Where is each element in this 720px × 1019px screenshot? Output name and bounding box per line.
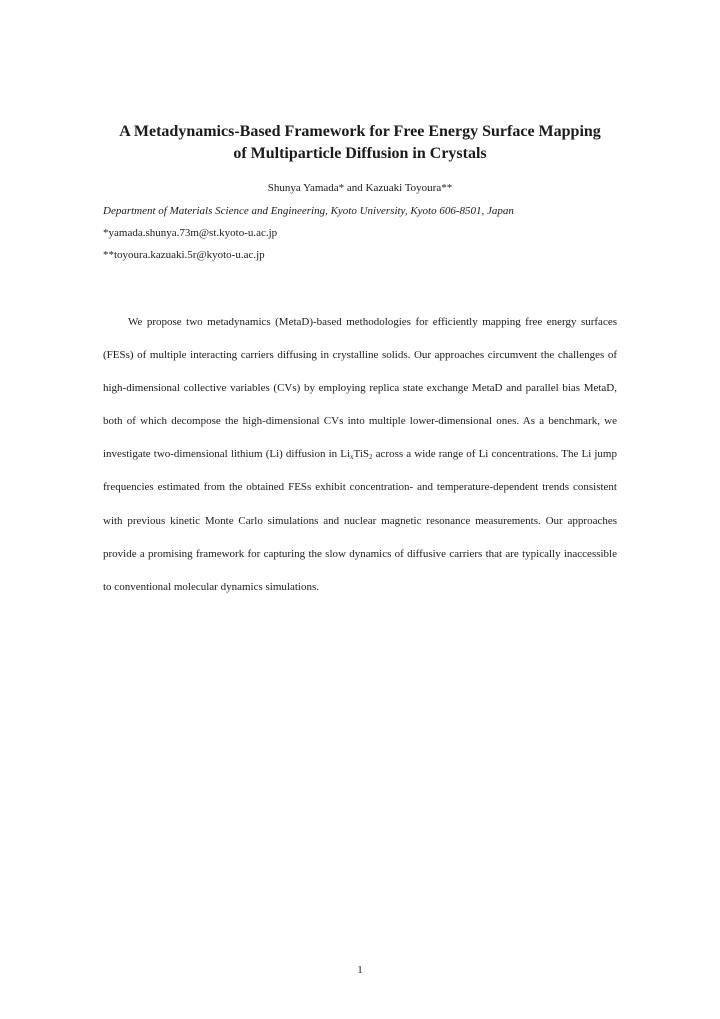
author-list: Shunya Yamada* and Kazuaki Toyoura**: [267, 182, 453, 194]
abstract-text-part-2: TiS: [353, 448, 370, 461]
abstract-subscript-2: 2: [369, 453, 373, 462]
paper-title: [90, 121, 630, 165]
abstract-text-part-1: We propose two metadynamics (MetaD)-based methodologies for efficiently mapping free energy surfaces (FESs) of multiple interacting carriers diffusing in crystalline solids. Our approaches circumvent the challenges of high-dimensional collective variables (CVs) by employing replica state exchange MetaD and parallel bias MetaD, both of which decompose the high-dimensional CVs into multiple lower-dimensional ones. As a benchmark, we investigate two-dimensional lithium (Li) diffusion in Li: [103, 316, 617, 461]
abstract-paragraph: [103, 306, 617, 604]
page-number: 1: [357, 964, 363, 976]
abstract-text-part-3: across a wide range of Li concentrations. The Li jump frequencies estimated from the obtained FESs exhibit concentration- and temperature-dependent trends consistent with previous kinetic Monte Carlo simulations and nuclear magnetic resonance measurements. Our approaches provide a promising framework for capturing the slow dynamics of diffusive carriers that are typically inaccessible to conventional molecular dynamics simulations.: [103, 448, 617, 593]
paper-title-line-1: A Metadynamics-Based Framework for Free Energy Surface Mapping: [119, 123, 601, 140]
paper-title-line-2: of Multiparticle Diffusion in Crystals: [233, 145, 487, 162]
email-first-author: *yamada.shunya.73m@st.kyoto-u.ac.jp: [103, 227, 278, 239]
affiliation: Department of Materials Science and Engineering, Kyoto University, Kyoto 606-8501, Japan: [103, 205, 514, 217]
email-second-author: **toyoura.kazuaki.5r@kyoto-u.ac.jp: [103, 249, 265, 261]
abstract-subscript-x: x: [350, 453, 354, 462]
